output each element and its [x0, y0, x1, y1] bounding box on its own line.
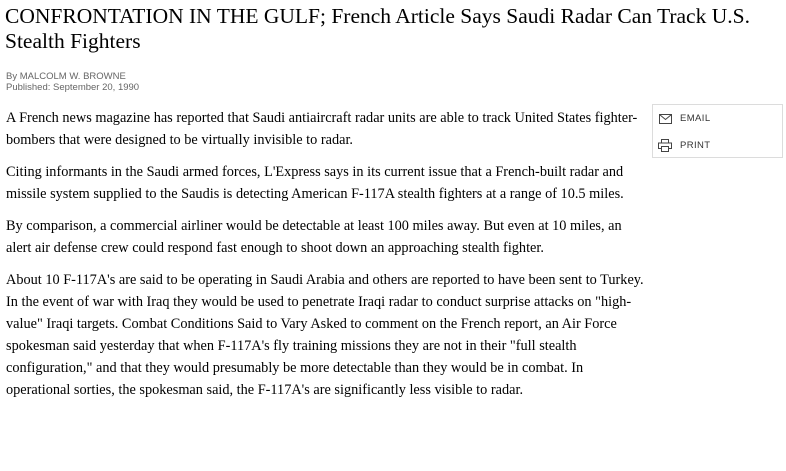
article-body	[6, 107, 646, 411]
email-label: EMAIL	[680, 113, 711, 124]
article-headline: CONFRONTATION IN THE GULF; French Article Says Saudi Radar Can Track U.S. Stealth Fighters	[5, 4, 750, 53]
article-paragraph: Citing informants in the Saudi armed forces, L'Express says in its current issue that a French-built radar and missile system supplied to the Saudis is detecting American F-117A stealth fighters at a range of 10.5 miles.	[6, 164, 624, 202]
email-button[interactable]	[653, 105, 782, 132]
article-paragraph: About 10 F-117A's are said to be operating in Saudi Arabia and others are reported to have been sent to Turkey. In the event of war with Iraq they would be used to penetrate Iraqi radar to conduct surprise attacks on "high-value" Iraqi targets. Combat Conditions Said to Vary Asked to comment on the French report, an Air Force spokesman said yesterday that when F-117A's fly training missions they are not in their "full stealth configuration," and that they would presumably be more detectable than they would be in combat. In operational sorties, the spokesman said, the F-117A's are significantly less visible to radar.	[6, 272, 644, 398]
article-published-date: Published: September 20, 1990	[6, 82, 140, 93]
article-paragraph: By comparison, a commercial airliner would be detectable at least 100 miles away. But even at 10 miles, an alert air defense crew could respond fast enough to shoot down an approaching stealth fighter.	[6, 218, 622, 256]
printer-icon	[658, 139, 672, 153]
article-tools-box	[652, 104, 783, 158]
print-label: PRINT	[680, 140, 711, 151]
article-byline: By MALCOLM W. BROWNE	[6, 71, 126, 82]
envelope-icon	[658, 112, 672, 126]
print-button[interactable]	[653, 132, 782, 159]
article-paragraph: A French news magazine has reported that Saudi antiaircraft radar units are able to track United States fighter-bombers that were designed to be virtually invisible to radar.	[6, 110, 638, 148]
article-meta	[6, 71, 139, 93]
